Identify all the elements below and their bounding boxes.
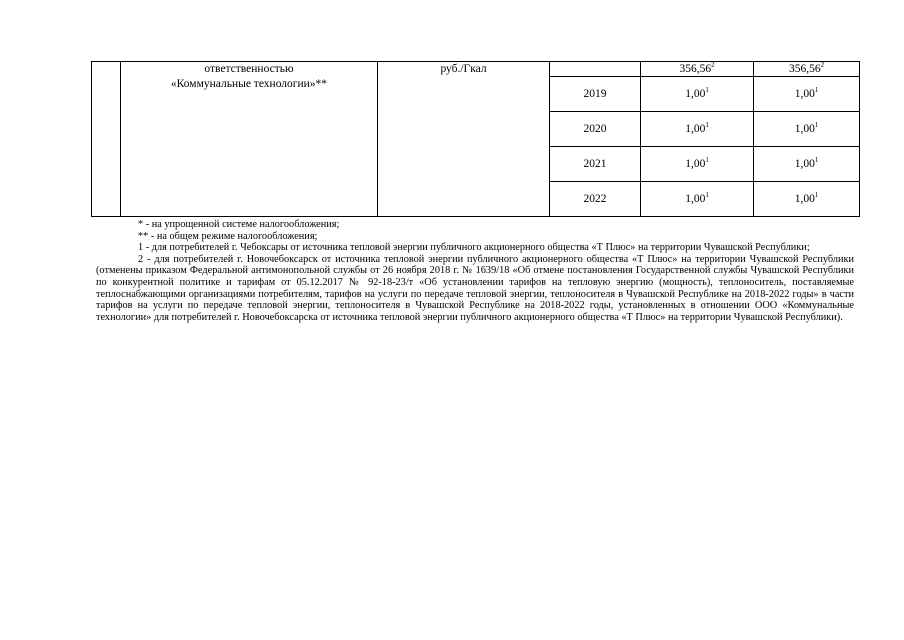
tariff-value-cell: 1,00$^1$	[641, 147, 754, 182]
tariff-table	[91, 61, 860, 217]
tariff-value-cell: 1,00$^1$	[754, 182, 860, 217]
footnote-simplified-tax: * - на упрощенной системе налогообложения;	[138, 219, 340, 230]
organization-name-line1: ответственностью	[204, 63, 294, 75]
tariff-value-cell: 356,56$^2$	[754, 62, 860, 77]
unit-cell: руб./Гкал	[378, 62, 550, 217]
tariff-value-cell: 1,00$^1$	[641, 182, 754, 217]
footnote-general-tax: ** - на общем режиме налогообложения;	[138, 230, 318, 242]
tariff-value-cell: 356,56$^2$	[641, 62, 754, 77]
tariff-value-cell: 1,00$^1$	[641, 77, 754, 112]
year-cell: 2022	[550, 182, 641, 217]
year-cell-empty	[550, 62, 641, 77]
organization-name-line2: «Коммунальные технологии»**	[170, 78, 328, 90]
organization-cell	[121, 62, 378, 217]
tariff-value-cell: 1,00$^1$	[754, 112, 860, 147]
tariff-value-cell: 1,00$^1$	[754, 147, 860, 182]
footnotes	[96, 219, 854, 323]
table-row	[92, 62, 860, 77]
year-cell: 2020	[550, 112, 641, 147]
year-cell: 2021	[550, 147, 641, 182]
tariff-value-cell: 1,00$^1$	[641, 112, 754, 147]
index-cell	[92, 62, 121, 217]
year-cell: 2019	[550, 77, 641, 112]
footnote-2: 2 - для потребителей г. Новочебоксарск от источника тепловой энергии публичного акционерного общества «Т Плюс» на территории Чувашской Республики (отменены приказом Федеральной антимонопольной службы от 26 ноября 2018 г. № 1639/18 «Об отмене постановления Государственной службы Чувашской Республики по конкурентной политике и тарифам от 05.12.2017 № 92-18-23/т «Об установлении тарифов на тепловую энергию (мощность), теплоноситель, поставляемые теплоснабжающими организациями потребителям, тарифов на услуги по передаче тепловой энергии, теплоносителя в Чувашской Республике на 2018-2022 годы» в части тарифов на услуги по передаче тепловой энергии, теплоносителя в Чувашской Республике на 2018-2022 годы, установленных в отношении ООО «Коммунальные технологии» для потребителей г. Новочебоксарска от источника тепловой энергии публичного акционерного общества «Т Плюс» на территории Чувашской Республики).	[96, 253, 854, 323]
footnote-1: 1 - для потребителей г. Чебоксары от источника тепловой энергии публичного акционерного общества «Т Плюс» на территории Чувашской Республики;	[138, 242, 810, 254]
tariff-value-cell: 1,00$^1$	[754, 77, 860, 112]
